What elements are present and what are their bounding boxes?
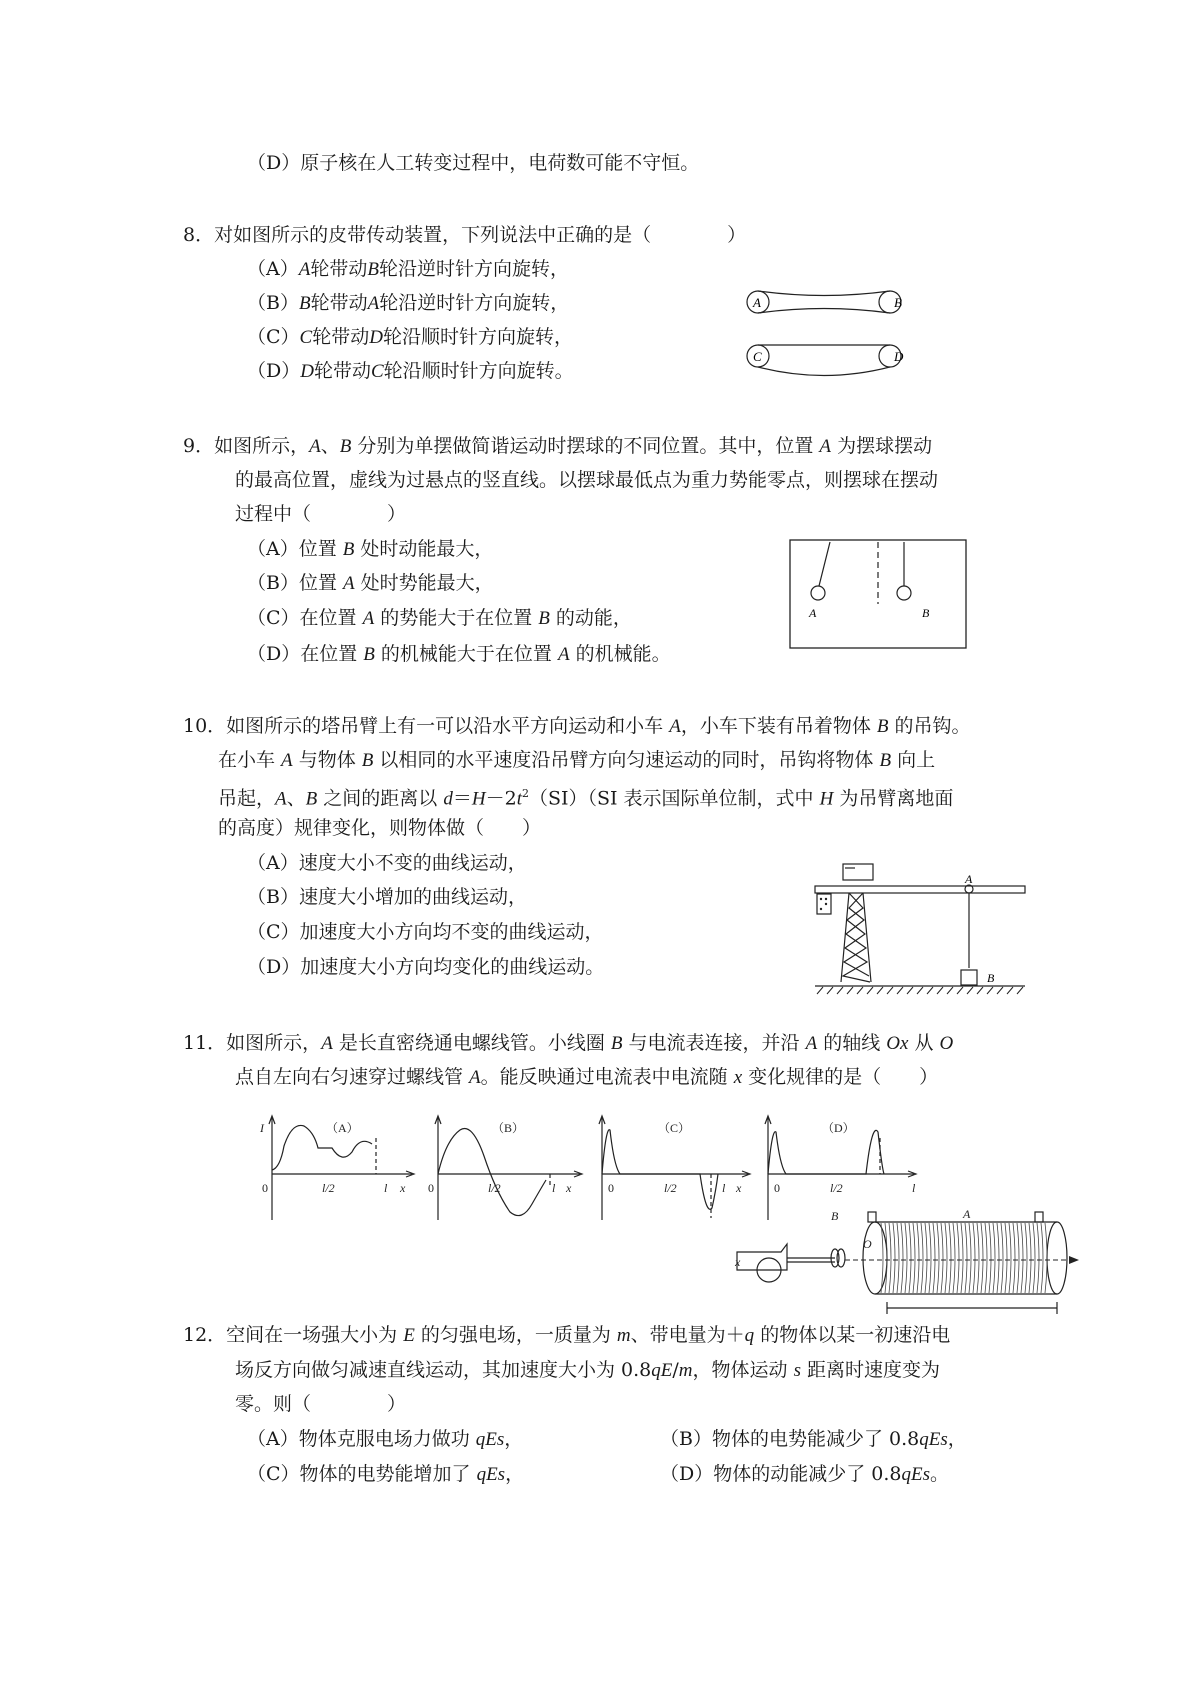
graph-b-half: l/2 — [488, 1181, 501, 1195]
q10-option-c: （C）加速度大小方向均不变的曲线运动， — [247, 921, 604, 943]
q9-option-b: （B）位置 A 处时势能最大， — [247, 572, 494, 594]
graph-d-l: l — [912, 1181, 916, 1195]
q9-stem-line2: 的最高位置，虚线为过悬点的竖直线。以摆球最低点为重力势能零点，则摆球在摆动 — [235, 469, 939, 491]
q10-option-b: （B）速度大小增加的曲线运动， — [247, 886, 527, 908]
graph-d-half: l/2 — [830, 1181, 843, 1195]
graph-a-half: l/2 — [322, 1181, 335, 1195]
q9-option-c: （C）在位置 A 的势能大于在位置 B 的动能， — [247, 607, 632, 629]
q12-stem-line1: 12．空间在一场强大小为 E 的匀强电场，一质量为 m、带电量为＋q 的物体以某一初速沿电 — [183, 1324, 951, 1346]
wheel-a-label: A — [753, 295, 761, 310]
graph-b-label: （B） — [492, 1121, 525, 1135]
wheel-b-label: B — [894, 295, 902, 310]
graph-a-x: x — [400, 1181, 406, 1195]
solenoid-a-label: A — [963, 1207, 971, 1221]
q10-stem-line4: 的高度）规律变化，则物体做（ ） — [218, 817, 542, 839]
q9-option-a: （A）位置 B 处时动能最大， — [247, 538, 494, 560]
pendulum-figure — [790, 540, 970, 650]
load-b-label: B — [987, 971, 995, 985]
graph-c-l: l — [722, 1181, 726, 1195]
q9-option-d: （D）在位置 B 的机械能大于在位置 A 的机械能。 — [247, 643, 671, 665]
graph-c-origin: 0 — [608, 1181, 614, 1195]
q10-stem-line3: 吊起，A、B 之间的距离以 $d=H-2t^2(SI)(SI$ 表示国际单位制，式中 H 为吊臂离地面 — [218, 787, 954, 810]
q8-option-b: （B）B轮带动A轮沿逆时针方向旋转， — [247, 292, 570, 314]
graph-b-l: l — [552, 1181, 556, 1195]
q12-option-b: （B）物体的电势能减少了 0.8qEs， — [660, 1428, 967, 1450]
solenoid-figure — [735, 1200, 1085, 1315]
q9-stem-line3: 过程中（ ） — [235, 503, 407, 525]
q10-option-d: （D）加速度大小方向均变化的曲线运动。 — [247, 956, 605, 978]
graph-a-origin: 0 — [262, 1181, 268, 1195]
q10-option-a: （A）速度大小不变的曲线运动， — [247, 852, 527, 874]
tower-crane-figure — [815, 858, 1025, 998]
graph-a-axis-i: I — [260, 1121, 264, 1135]
graph-c-half: l/2 — [664, 1181, 677, 1195]
q12-stem-line3: 零。则（ ） — [235, 1393, 407, 1415]
q10-stem-line2: 在小车 A 与物体 B 以相同的水平速度沿吊臂方向匀速运动的同时，吊钩将物体 B 向上 — [218, 749, 936, 771]
graph-b-x: x — [566, 1181, 572, 1195]
q12-option-d: （D）物体的动能减少了 0.8qEs。 — [660, 1463, 950, 1485]
ammeter-x-label: x — [735, 1255, 741, 1269]
trolley-a-label: A — [965, 872, 973, 886]
wheel-d-label: D — [894, 349, 904, 364]
wheel-c-label: C — [753, 349, 762, 364]
graph-a-label: （A） — [326, 1121, 359, 1135]
q7-option-d: （D）原子核在人工转变过程中，电荷数可能不守恒。 — [247, 152, 700, 174]
q8-option-c: （C）C轮带动D轮沿顺时针方向旋转， — [247, 326, 573, 348]
q12-option-c: （C）物体的电势能增加了 qEs， — [247, 1463, 525, 1485]
position-a-label: A — [809, 606, 817, 620]
q11-stem-line2: 点自左向右匀速穿过螺线管 A。能反映通过电流表中电流随 x 变化规律的是（ ） — [235, 1066, 939, 1088]
graph-d-label: （D） — [822, 1121, 855, 1135]
q8-option-a: （A）A轮带动B轮沿逆时针方向旋转， — [247, 258, 569, 280]
belt-drive-figure — [740, 282, 920, 392]
q12-stem-line2: 场反方向做匀减速直线运动，其加速度大小为 0.8qE/m，物体运动 s 距离时速度变为 — [235, 1359, 941, 1381]
q8-stem: 8．对如图所示的皮带传动装置，下列说法中正确的是（ ） — [183, 224, 747, 246]
q11-stem-line1: 11．如图所示，A 是长直密绕通电螺线管。小线圈 B 与电流表连接，并沿 A 的轴线 Ox 从 O — [183, 1032, 954, 1054]
graph-d-origin: 0 — [774, 1181, 780, 1195]
q8-option-d: （D）D轮带动C轮沿顺时针方向旋转。 — [247, 360, 574, 382]
graph-c-label: （C） — [658, 1121, 691, 1135]
q12-option-a: （A）物体克服电场力做功 qEs， — [247, 1428, 524, 1450]
q10-stem-line1: 10．如图所示的塔吊臂上有一可以沿水平方向运动和小车 A，小车下装有吊着物体 B 的吊钩。 — [183, 715, 971, 737]
graph-a-l: l — [384, 1181, 388, 1195]
coil-b-label: B — [831, 1209, 839, 1223]
graph-b-origin: 0 — [428, 1181, 434, 1195]
graph-c-x: x — [736, 1181, 742, 1195]
q9-stem-line1: 9．如图所示，A、B 分别为单摆做简谐运动时摆球的不同位置。其中，位置 A 为摆球摆动 — [183, 435, 933, 457]
position-b-label: B — [922, 606, 930, 620]
origin-o-label: O — [863, 1237, 872, 1251]
